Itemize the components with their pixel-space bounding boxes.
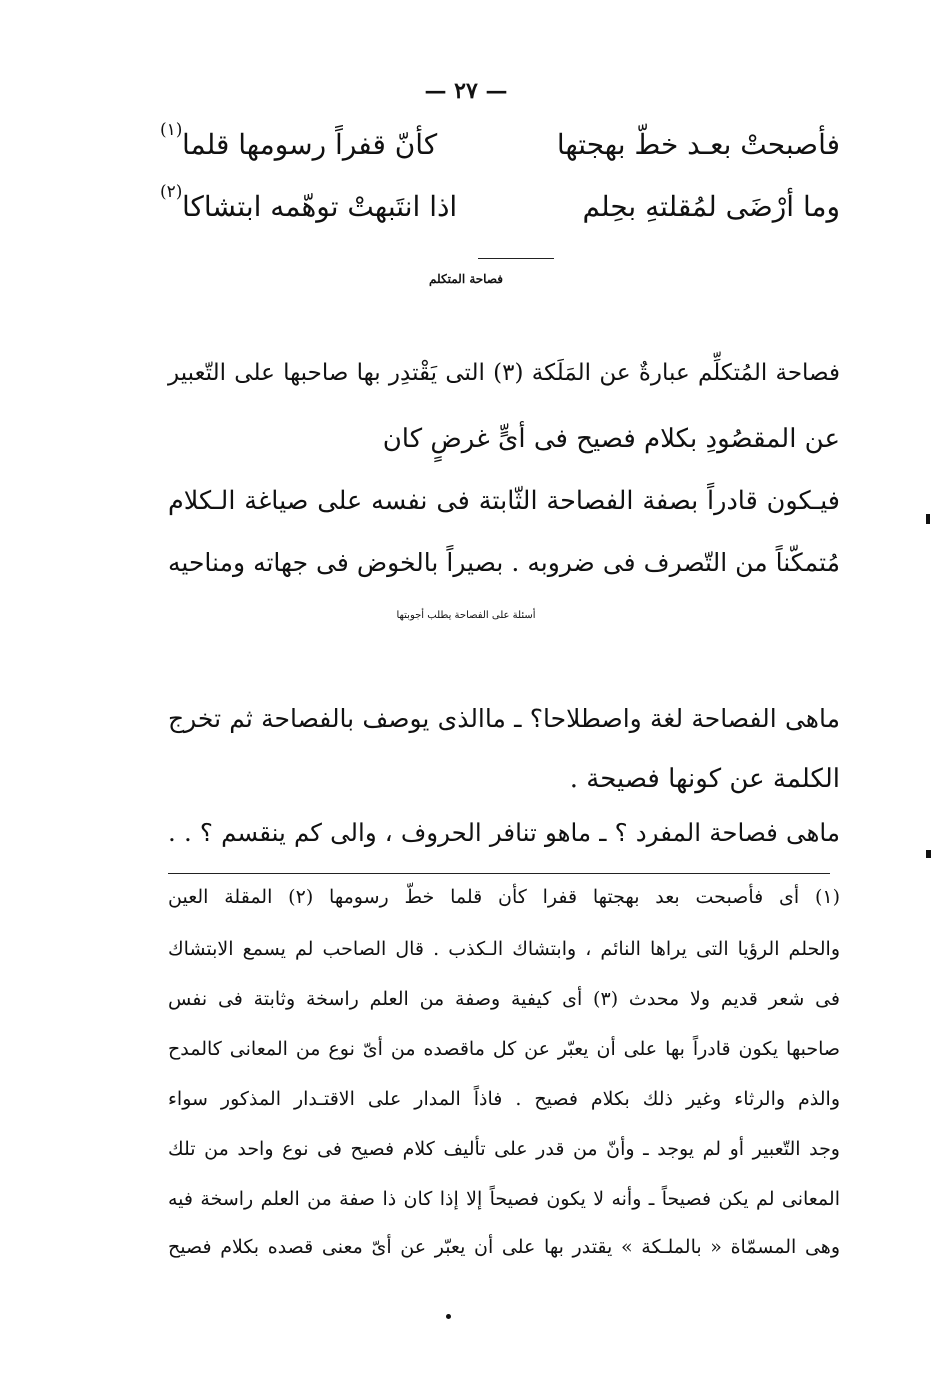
paragraph-1-line-2: عن المقصُودِ بكلام فصيح فى أىٍّ غرضٍ كان — [382, 424, 840, 454]
question-2-line: ماهى فصاحة المفرد ؟ ـ ماهو تنافر الحروف ، والى كم ينقسم ؟ . . — [168, 818, 840, 847]
verse-2-second-hemistich: اذا انتَبهتْ توهّمه ابتشاكا — [182, 190, 458, 223]
footnote-line-4: صاحبها يكون قادراً بها على أن يعبّر عن كل ماقصده من أىّ نوع من المعانى كالمدح — [168, 1038, 840, 1060]
verse-2-footnote-marker: (٢) — [160, 182, 183, 202]
ink-dot — [446, 1314, 451, 1319]
verse-2-first-hemistich: وما أرْضَى لمُقلتهِ بحِلم — [582, 190, 840, 223]
section-heading: فصاحة المتكلم — [429, 272, 503, 286]
edge-mark — [926, 514, 930, 524]
paragraph-1-line-1: فصاحة المُتكلِّم عبارةٌ عن المَلَكة (٣) التى يَقْتدِر بها صاحبها على التّعبير — [168, 360, 840, 386]
footnote-divider — [168, 873, 830, 874]
page-number: — ٢٧ — — [424, 78, 508, 104]
footnote-line-3: فى شعر قديم ولا محدث (٣) أى كيفية وصفة من العلم راسخة وثابتة فى نفس — [168, 988, 840, 1010]
verse-1-second-hemistich: كأنّ قفراً رسومها قلما — [182, 128, 438, 161]
question-1-line-2: الكلمة عن كونها فصيحة . — [569, 764, 840, 794]
verse-1-footnote-marker: (١) — [160, 120, 183, 140]
footnote-line-5: والذم والرثاء وغير ذلك بكلام فصيح . فاذاً المدار على الاقتـدار المذكور سواء — [168, 1088, 840, 1110]
paragraph-2-line-2: مُتمكّناً من التّصرف فى ضروبه . بصيراً بالخوض فى جهاته ومناحيه — [168, 548, 840, 577]
paragraph-2-line-1: فيـكون قادراً بصفة الفصاحة الثّابتة فى نفسه على صياغة الـكلام — [168, 486, 840, 516]
question-1-line-1: ماهى الفصاحة لغة واصطلاحا؟ ـ ماالذى يوصف بالفصاحة ثم تخرج — [168, 704, 840, 733]
title-divider — [478, 258, 554, 259]
verse-1-first-hemistich: فأصبحتْ بعـد خطّ بهجتها — [556, 128, 840, 161]
footnote-line-1: (١) أى فأصبحت بعد بهجتها قفرا كأن قلما خطّ رسومها (٢) المقلة العين — [168, 886, 841, 908]
footnote-line-7: المعانى لم يكن فصيحاً ـ وأنه لا يكون فصيحاً إلا إذا كان ذا صفة من العلم راسخة فيه — [168, 1188, 840, 1210]
questions-heading: أسئلة على الفصاحة يطلب أجوبتها — [396, 610, 536, 621]
poem-verse-2 — [160, 182, 840, 240]
poem-verse-1 — [160, 120, 840, 178]
edge-mark — [926, 850, 931, 858]
footnote-line-6: وجد التّعبير أو لم يوجد ـ وأنّ من قدر على تأليف كلام فصيح فى نوع واحد من تلك — [168, 1138, 840, 1160]
footnote-line-2: والحلم الرؤيا التى يراها النائم ، وابتشاك الـكذب . قال الصاحب لم يسمع الابتشاك — [168, 938, 840, 960]
footnote-line-8: وهى المسمّاة « بالملـكة » يقتدر بها على أن يعبّر عن أىّ معنى قصده بكلام فصيح — [168, 1236, 840, 1258]
